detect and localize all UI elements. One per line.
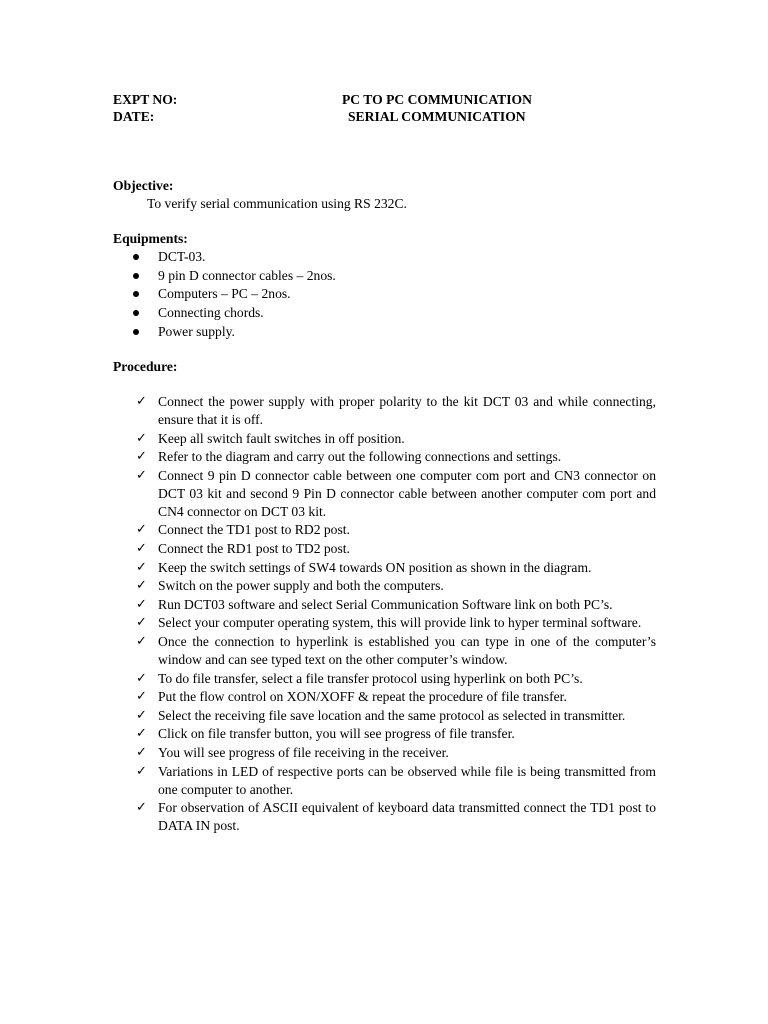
procedure-step bbox=[136, 725, 656, 743]
procedure-step bbox=[136, 448, 656, 466]
procedure-step bbox=[136, 707, 656, 725]
checkmark-icon: ✓ bbox=[136, 540, 147, 556]
procedure-step bbox=[136, 614, 656, 632]
checkmark-icon: ✓ bbox=[136, 744, 147, 760]
objective-text: To verify serial communication using RS 232C. bbox=[147, 196, 407, 211]
document-header bbox=[113, 91, 573, 127]
checkmark-icon: ✓ bbox=[136, 633, 147, 649]
objective-heading: Objective: bbox=[113, 178, 174, 193]
checkmark-icon: ✓ bbox=[136, 689, 147, 705]
list-item-text: DCT-03. bbox=[158, 249, 206, 264]
procedure-step-text: Run DCT03 software and select Serial Communication Software link on both PC’s. bbox=[158, 596, 613, 612]
procedure-step bbox=[136, 430, 656, 448]
procedure-step-text: Once the connection to hyperlink is established you can type in one of the computer’s window and can see typed text on the other computer’s window. bbox=[158, 633, 656, 667]
procedure-step-text: For observation of ASCII equivalent of keyboard data transmitted connect the TD1 post to DATA IN post. bbox=[158, 800, 656, 834]
procedure-heading: Procedure: bbox=[113, 359, 178, 374]
procedure-step bbox=[136, 744, 656, 762]
procedure-step-text: Connect 9 pin D connector cable between one computer com port and CN3 connector on DCT 03 kit and second 9 Pin D connector cable between another computer com port and CN4 connector on DCT 03 kit. bbox=[158, 467, 656, 519]
checkmark-icon: ✓ bbox=[136, 522, 147, 538]
checkmark-icon: ✓ bbox=[136, 670, 147, 686]
procedure-step bbox=[136, 540, 656, 558]
bullet-icon bbox=[133, 329, 139, 335]
list-item-text: Power supply. bbox=[158, 323, 235, 339]
procedure-step-text: Connect the TD1 post to RD2 post. bbox=[158, 522, 350, 538]
list-item bbox=[133, 323, 336, 342]
procedure-step bbox=[136, 763, 656, 799]
procedure-step bbox=[136, 633, 656, 669]
procedure-step bbox=[136, 670, 656, 688]
procedure-step bbox=[136, 393, 656, 429]
procedure-step-text: To do file transfer, select a file transfer protocol using hyperlink on both PC’s. bbox=[158, 670, 583, 686]
procedure-step-text: Variations in LED of respective ports can be observed while file is being transmitted from one computer to another. bbox=[158, 763, 656, 797]
procedure-step bbox=[136, 596, 656, 614]
checkmark-icon: ✓ bbox=[136, 596, 147, 612]
list-item bbox=[133, 304, 336, 323]
list-item-text: 9 pin D connector cables – 2nos. bbox=[158, 267, 336, 283]
procedure-list bbox=[136, 393, 656, 836]
procedure-step bbox=[136, 467, 656, 521]
checkmark-icon: ✓ bbox=[136, 800, 147, 816]
procedure-step-text: Switch on the power supply and both the computers. bbox=[158, 578, 444, 594]
checkmark-icon: ✓ bbox=[136, 578, 147, 594]
checkmark-icon: ✓ bbox=[136, 430, 147, 446]
list-item-text: Computers – PC – 2nos. bbox=[158, 286, 291, 302]
page-subtitle: SERIAL COMMUNICATION bbox=[348, 109, 526, 124]
procedure-step-text: Select the receiving file save location and the same protocol as selected in transmitter. bbox=[158, 707, 626, 723]
list-item-text: Connecting chords. bbox=[158, 305, 264, 321]
bullet-icon bbox=[133, 273, 139, 279]
procedure-step bbox=[136, 559, 656, 577]
checkmark-icon: ✓ bbox=[136, 726, 147, 742]
checkmark-icon: ✓ bbox=[136, 615, 147, 631]
procedure-step bbox=[136, 577, 656, 595]
procedure-step-text: Keep all switch fault switches in off position. bbox=[158, 430, 405, 446]
equipments-heading: Equipments: bbox=[113, 231, 188, 246]
bullet-icon bbox=[133, 310, 139, 316]
procedure-step-text: Connect the power supply with proper polarity to the kit DCT 03 and while connecting, ensure that it is off. bbox=[158, 394, 656, 427]
date-label: DATE: bbox=[113, 109, 155, 124]
procedure-step-text: You will see progress of file receiving in the receiver. bbox=[158, 744, 449, 760]
procedure-step-text: Connect the RD1 post to TD2 post. bbox=[158, 540, 350, 556]
procedure-step bbox=[136, 799, 656, 835]
procedure-step-text: Refer to the diagram and carry out the following connections and settings. bbox=[158, 449, 562, 465]
equipment-list bbox=[133, 248, 336, 341]
bullet-icon bbox=[133, 254, 139, 260]
checkmark-icon: ✓ bbox=[136, 707, 147, 723]
procedure-step-text: Keep the switch settings of SW4 towards ON position as shown in the diagram. bbox=[158, 559, 592, 575]
checkmark-icon: ✓ bbox=[136, 394, 147, 409]
checkmark-icon: ✓ bbox=[136, 467, 147, 483]
checkmark-icon: ✓ bbox=[136, 763, 147, 779]
procedure-step bbox=[136, 521, 656, 539]
list-item bbox=[133, 267, 336, 286]
procedure-step bbox=[136, 688, 656, 706]
procedure-step-text: Put the flow control on XON/XOFF & repeat the procedure of file transfer. bbox=[158, 689, 567, 705]
procedure-step-text: Select your computer operating system, this will provide link to hyper terminal software. bbox=[158, 615, 642, 631]
checkmark-icon: ✓ bbox=[136, 449, 147, 465]
list-item bbox=[133, 285, 336, 304]
list-item bbox=[133, 248, 336, 267]
procedure-step-text: Click on file transfer button, you will see progress of file transfer. bbox=[158, 726, 515, 742]
bullet-icon bbox=[133, 291, 139, 297]
expt-no-label: EXPT NO: bbox=[113, 92, 178, 107]
page-title: PC TO PC COMMUNICATION bbox=[342, 92, 532, 107]
checkmark-icon: ✓ bbox=[136, 559, 147, 575]
